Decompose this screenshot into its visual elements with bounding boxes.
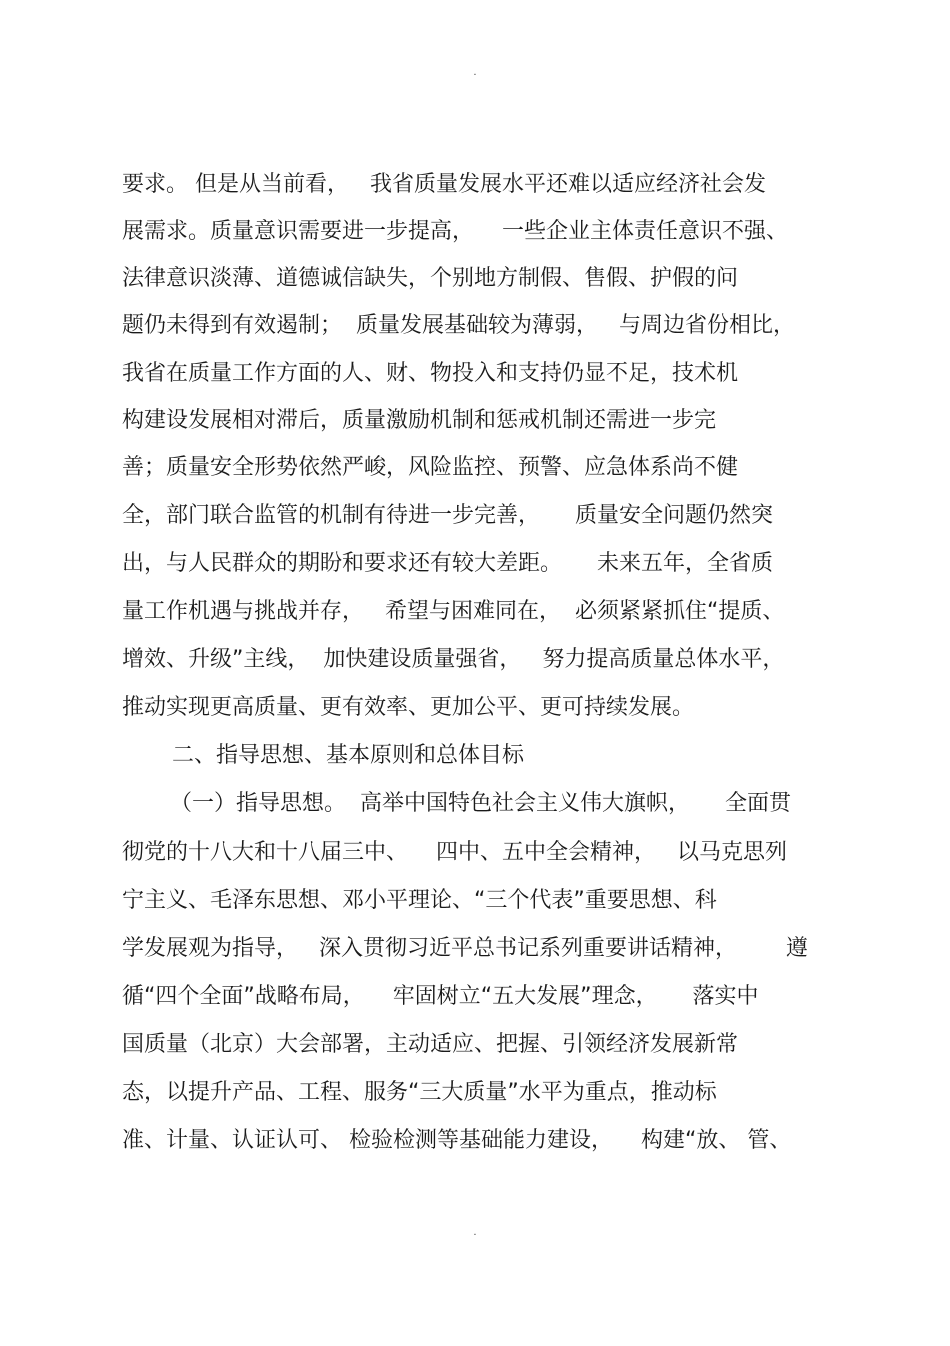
text-line: 题仍未得到有效遏制； 质量发展基础较为薄弱， 与周边省份相比，	[122, 313, 795, 338]
page-top-marker: .	[473, 67, 477, 78]
text-line: 循“四个全面”战略布局， 牢固树立“五大发展”理念， 落实中	[122, 984, 759, 1009]
text-line: 国质量（北京）大会部署，主动适应、把握、引领经济发展新常	[122, 1032, 739, 1057]
text-line: 构建设发展相对滞后，质量激励机制和惩戒机制还需进一步完	[122, 408, 717, 433]
text-line: 宁主义、毛泽东思想、邓小平理论、“三个代表”重要思想、科	[122, 888, 717, 913]
text-line: 要求。 但是从当前看， 我省质量发展水平还难以适应经济社会发	[122, 172, 766, 197]
text-line: 全，部门联合监管的机制有待进一步完善， 质量安全问题仍然突	[122, 503, 773, 528]
text-line: 出，与人民群众的期盼和要求还有较大差距。 未来五年，全省质	[122, 551, 773, 576]
text-line: 我省在质量工作方面的人、财、物投入和支持仍显不足，技术机	[122, 361, 739, 386]
text-line: 学发展观为指导， 深入贯彻习近平总书记系列重要讲话精神， 遵	[122, 936, 808, 961]
section-heading: 二、指导思想、基本原则和总体目标	[172, 743, 525, 768]
text-line: 增效、升级”主线， 加快建设质量强省， 努力提高质量总体水平，	[122, 647, 785, 672]
text-line: 态，以提升产品、工程、服务“三大质量”水平为重点，推动标	[122, 1080, 717, 1105]
text-line: 善；质量安全形势依然严峻，风险监控、预警、应急体系尚不健	[122, 455, 739, 480]
page-bottom-marker: .	[473, 1227, 477, 1238]
text-line: 推动实现更高质量、更有效率、更加公平、更可持续发展。	[122, 695, 695, 720]
text-line: 彻党的十八大和十八届三中、 四中、五中全会精神， 以马克思列	[122, 840, 787, 865]
text-line: 法律意识淡薄、道德诚信缺失，个别地方制假、售假、护假的问	[122, 266, 739, 291]
text-line: 量工作机遇与挑战并存， 希望与困难同在， 必须紧紧抓住“提质、	[122, 599, 785, 624]
text-line: 展需求。质量意识需要进一步提高， 一些企业主体责任意识不强、	[122, 219, 788, 244]
subsection-heading: （一）指导思想。 高举中国特色社会主义伟大旗帜， 全面贯	[170, 791, 791, 816]
text-line: 准、计量、认证认可、 检验检测等基础能力建设， 构建“放、 管、	[122, 1128, 792, 1153]
